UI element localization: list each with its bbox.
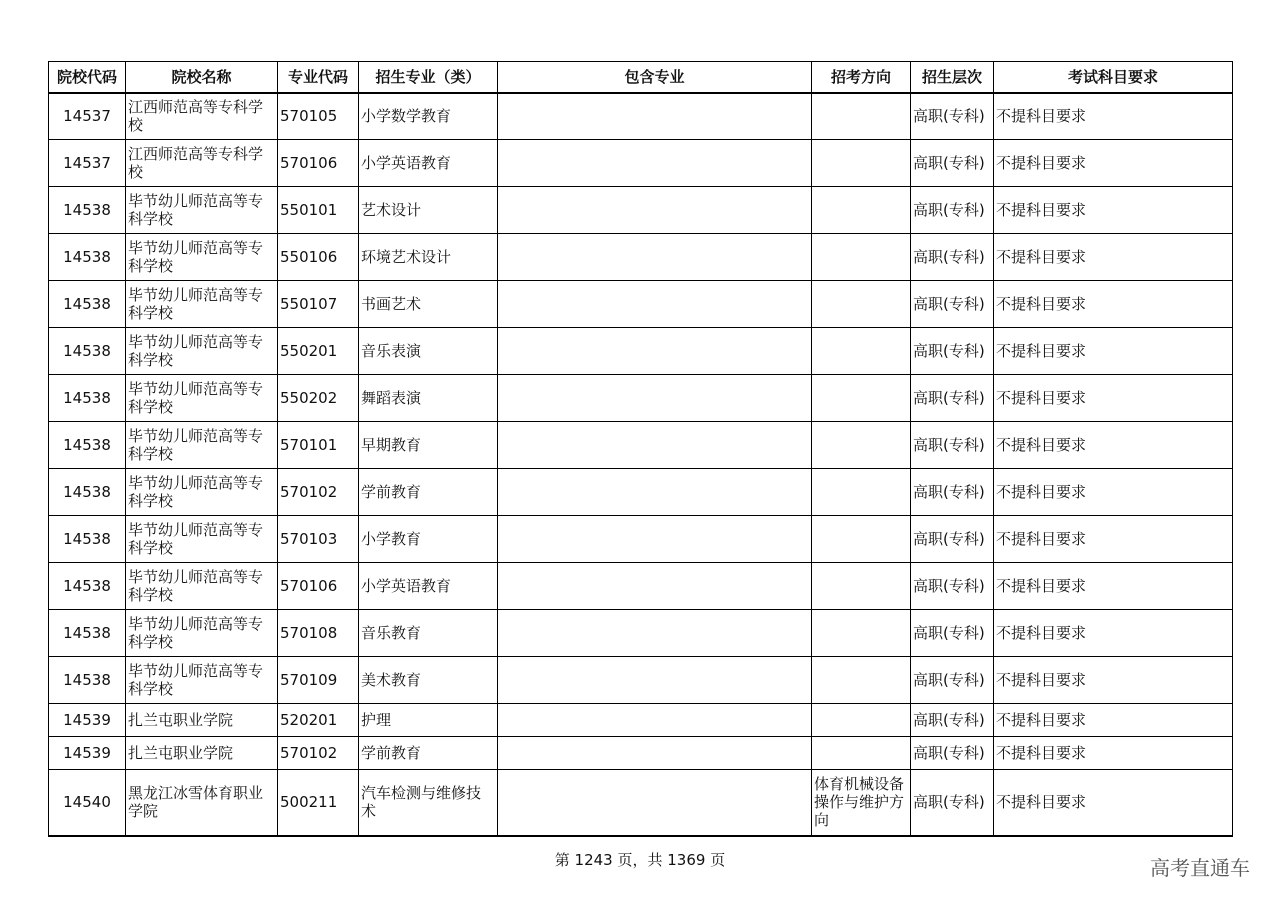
table-row [49,93,1233,140]
school-name-cell: 扎兰屯职业学院 [126,737,278,770]
requirement-cell: 不提科目要求 [994,281,1233,328]
included-majors-cell [498,469,812,516]
major-code-cell: 570108 [278,610,359,657]
school-name-cell: 毕节幼儿师范高等专科学校 [126,375,278,422]
school-name-cell: 扎兰屯职业学院 [126,704,278,737]
school-code-cell: 14539 [49,704,126,737]
major-cell: 学前教育 [359,469,498,516]
school-code-cell: 14537 [49,93,126,140]
table-row [49,234,1233,281]
included-majors-cell [498,187,812,234]
level-cell: 高职(专科) [911,563,994,610]
requirement-cell: 不提科目要求 [994,770,1233,836]
requirement-cell: 不提科目要求 [994,140,1233,187]
school-name-cell: 毕节幼儿师范高等专科学校 [126,563,278,610]
level-cell: 高职(专科) [911,610,994,657]
requirement-cell: 不提科目要求 [994,375,1233,422]
level-cell: 高职(专科) [911,93,994,140]
school-name-cell: 毕节幼儿师范高等专科学校 [126,610,278,657]
direction-cell [812,737,911,770]
direction-cell [812,328,911,375]
table-row [49,737,1233,770]
included-majors-cell [498,737,812,770]
major-cell: 音乐教育 [359,610,498,657]
table-row [49,469,1233,516]
direction-cell [812,187,911,234]
requirement-cell: 不提科目要求 [994,563,1233,610]
header-subject-requirement: 考试科目要求 [994,62,1233,93]
requirement-cell: 不提科目要求 [994,657,1233,704]
major-cell: 小学数学教育 [359,93,498,140]
major-cell: 早期教育 [359,422,498,469]
major-cell: 小学教育 [359,516,498,563]
requirement-cell: 不提科目要求 [994,422,1233,469]
admissions-table [48,61,1233,837]
included-majors-cell [498,328,812,375]
table-row [49,770,1233,836]
level-cell: 高职(专科) [911,281,994,328]
school-name-cell: 毕节幼儿师范高等专科学校 [126,187,278,234]
header-major: 招生专业（类） [359,62,498,93]
direction-cell [812,140,911,187]
level-cell: 高职(专科) [911,770,994,836]
requirement-cell: 不提科目要求 [994,187,1233,234]
direction-cell [812,704,911,737]
requirement-cell: 不提科目要求 [994,610,1233,657]
major-cell: 书画艺术 [359,281,498,328]
school-code-cell: 14538 [49,281,126,328]
table-row [49,328,1233,375]
included-majors-cell [498,375,812,422]
direction-cell [812,610,911,657]
level-cell: 高职(专科) [911,375,994,422]
table-row [49,140,1233,187]
table-row [49,516,1233,563]
requirement-cell: 不提科目要求 [994,737,1233,770]
direction-cell: 体育机械设备操作与维护方向 [812,770,911,836]
page-footer: 第 1243 页，共 1369 页 [554,851,726,869]
included-majors-cell [498,610,812,657]
major-code-cell: 550201 [278,328,359,375]
school-name-cell: 毕节幼儿师范高等专科学校 [126,516,278,563]
major-code-cell: 550106 [278,234,359,281]
header-major-code: 专业代码 [278,62,359,93]
major-code-cell: 570106 [278,563,359,610]
table-row [49,187,1233,234]
school-code-cell: 14538 [49,657,126,704]
school-code-cell: 14538 [49,422,126,469]
major-cell: 学前教育 [359,737,498,770]
major-code-cell: 570103 [278,516,359,563]
requirement-cell: 不提科目要求 [994,704,1233,737]
school-name-cell: 毕节幼儿师范高等专科学校 [126,281,278,328]
included-majors-cell [498,281,812,328]
header-school-name: 院校名称 [126,62,278,93]
major-code-cell: 570102 [278,469,359,516]
watermark: 高考直通车 [1150,856,1250,880]
direction-cell [812,563,911,610]
table-row [49,610,1233,657]
table-row [49,704,1233,737]
major-code-cell: 570101 [278,422,359,469]
level-cell: 高职(专科) [911,469,994,516]
major-cell: 护理 [359,704,498,737]
requirement-cell: 不提科目要求 [994,469,1233,516]
included-majors-cell [498,422,812,469]
level-cell: 高职(专科) [911,657,994,704]
level-cell: 高职(专科) [911,328,994,375]
table-row [49,375,1233,422]
level-cell: 高职(专科) [911,737,994,770]
level-cell: 高职(专科) [911,187,994,234]
table-row [49,281,1233,328]
major-cell: 美术教育 [359,657,498,704]
school-name-cell: 毕节幼儿师范高等专科学校 [126,328,278,375]
requirement-cell: 不提科目要求 [994,328,1233,375]
school-code-cell: 14538 [49,610,126,657]
included-majors-cell [498,93,812,140]
direction-cell [812,422,911,469]
table-row [49,563,1233,610]
requirement-cell: 不提科目要求 [994,234,1233,281]
header-school-code: 院校代码 [49,62,126,93]
school-name-cell: 毕节幼儿师范高等专科学校 [126,657,278,704]
major-cell: 小学英语教育 [359,563,498,610]
included-majors-cell [498,563,812,610]
direction-cell [812,234,911,281]
table-row [49,422,1233,469]
included-majors-cell [498,140,812,187]
header-included-majors: 包含专业 [498,62,812,93]
school-code-cell: 14538 [49,187,126,234]
school-name-cell: 江西师范高等专科学校 [126,93,278,140]
major-code-cell: 550101 [278,187,359,234]
major-code-cell: 570109 [278,657,359,704]
school-code-cell: 14538 [49,563,126,610]
major-code-cell: 550202 [278,375,359,422]
major-code-cell: 500211 [278,770,359,836]
direction-cell [812,281,911,328]
school-name-cell: 毕节幼儿师范高等专科学校 [126,422,278,469]
level-cell: 高职(专科) [911,140,994,187]
level-cell: 高职(专科) [911,234,994,281]
school-name-cell: 毕节幼儿师范高等专科学校 [126,469,278,516]
header-direction: 招考方向 [812,62,911,93]
major-cell: 环境艺术设计 [359,234,498,281]
major-cell: 艺术设计 [359,187,498,234]
direction-cell [812,516,911,563]
included-majors-cell [498,657,812,704]
major-code-cell: 570105 [278,93,359,140]
school-code-cell: 14539 [49,737,126,770]
direction-cell [812,93,911,140]
level-cell: 高职(专科) [911,704,994,737]
school-name-cell: 黑龙江冰雪体育职业学院 [126,770,278,836]
level-cell: 高职(专科) [911,422,994,469]
major-code-cell: 570106 [278,140,359,187]
requirement-cell: 不提科目要求 [994,93,1233,140]
direction-cell [812,375,911,422]
included-majors-cell [498,516,812,563]
header-level: 招生层次 [911,62,994,93]
header-row [49,62,1233,93]
direction-cell [812,469,911,516]
school-code-cell: 14538 [49,234,126,281]
table-row [49,657,1233,704]
major-code-cell: 520201 [278,704,359,737]
major-cell: 舞蹈表演 [359,375,498,422]
school-code-cell: 14538 [49,375,126,422]
major-cell: 汽车检测与维修技术 [359,770,498,836]
school-code-cell: 14537 [49,140,126,187]
school-code-cell: 14538 [49,516,126,563]
major-code-cell: 550107 [278,281,359,328]
school-name-cell: 毕节幼儿师范高等专科学校 [126,234,278,281]
requirement-cell: 不提科目要求 [994,516,1233,563]
major-cell: 音乐表演 [359,328,498,375]
school-code-cell: 14538 [49,328,126,375]
major-code-cell: 570102 [278,737,359,770]
major-cell: 小学英语教育 [359,140,498,187]
direction-cell [812,657,911,704]
school-code-cell: 14540 [49,770,126,836]
school-code-cell: 14538 [49,469,126,516]
included-majors-cell [498,704,812,737]
level-cell: 高职(专科) [911,516,994,563]
included-majors-cell [498,770,812,836]
school-name-cell: 江西师范高等专科学校 [126,140,278,187]
included-majors-cell [498,234,812,281]
